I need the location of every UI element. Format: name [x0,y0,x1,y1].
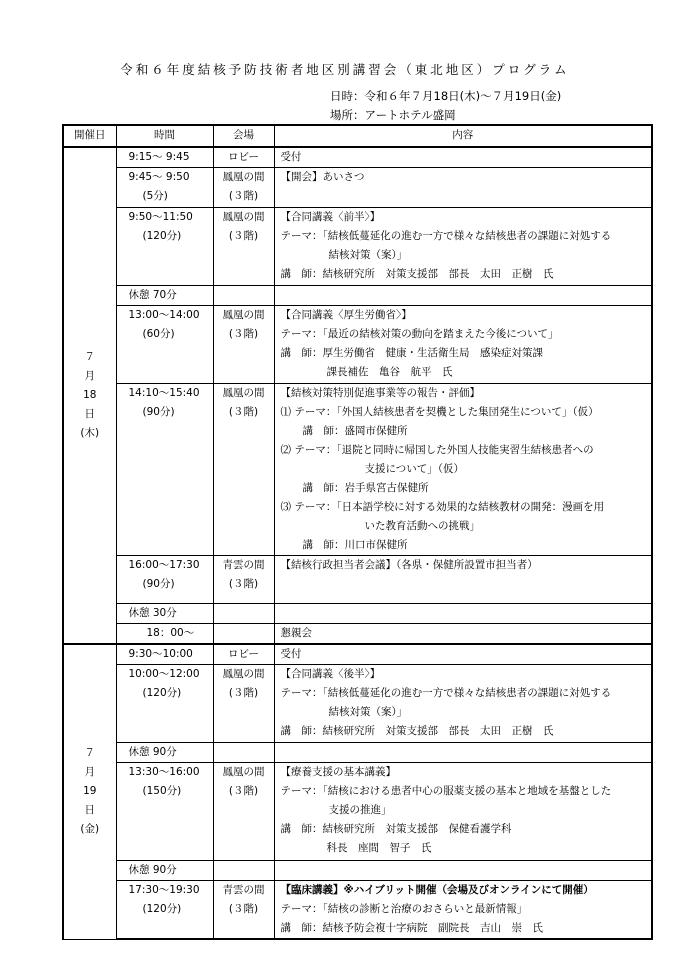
table-row [63,881,652,940]
page-title: 令和６年度結核予防技術者地区別講習会（東北地区）プログラム [120,62,570,77]
content-cell: 【合同講義〈厚生労働省〉】 テーマ：「最近の結核対策の動向を踏まえた今後について」 講 師：厚生労働省 健康・生活衛生局 感染症対策課 課長補佐 亀谷 航平 氏 [274,306,652,384]
header-date: 開催日 [63,125,116,147]
venue-cell: 鳳凰の間 (３階) [213,306,274,384]
table-row [63,861,652,881]
content-cell: 受付 [274,644,652,665]
header-venue: 会場 [213,125,274,147]
break-cell: 休憩 90分 [116,861,213,881]
venue-cell: 青雲の間 (３階) [213,881,274,940]
content-cell: 懇親会 [274,624,652,645]
time-cell: 9:45～ 9:50 (5分) [116,168,213,208]
break-cell: 休憩 90分 [116,743,213,763]
time-cell: 14:10～15:40 (90分) [116,384,213,556]
table-row [63,286,652,306]
content-cell: 【療養支援の基本講義】 テーマ：「結核における患者中心の服薬支援の基本と地域を基盤とした 支援の推進」 講 師：結核研究所 対策支援部 保健看護学科 科長 座間 智子 氏 [274,763,652,861]
content-cell: 【結核対策特別促進事業等の報告・評価】 ⑴ テーマ：「外国人結核患者を契機とした集団発生について」（仮） 講 師：盛岡市保健所 ⑵ テーマ：「退院と同時に帰国した外国人技能実習生結核患者への 支援について」（仮） 講 師：岩手県宮古保健所 ⑶ テーマ：「日本語学校に対する効果的な結核教材の開発：漫画を用 いた教育活動への挑戦」 講 師：川口市保健所 [274,384,652,556]
time-cell: 9:50～11:50 (120分) [116,208,213,286]
table-row [63,168,652,208]
date-line: 日時：令和６年７月18日(木)～７月19日(金) [330,89,562,103]
header-time: 時間 [116,125,213,147]
table-row [63,644,652,665]
table-row [63,743,652,763]
time-cell: 10:00～12:00 (120分) [116,665,213,743]
table-row [63,763,652,861]
venue-cell: 鳳凰の間 (３階) [213,763,274,861]
program-table [62,124,653,940]
content-cell: 【合同講義〈後半〉】 テーマ：「結核低蔓延化の進む一方で様々な結核患者の課題に対処する 結核対策（案）」 講 師：結核研究所 対策支援部 部長 太田 正樹 氏 [274,665,652,743]
content-cell: 受付 [274,147,652,168]
time-cell: 9:15～ 9:45 [116,147,213,168]
day-cell-1: ７ 月 18 日 (木) [63,147,116,644]
table-row [63,556,652,604]
content-cell: 【臨床講義】※ハイブリット開催（会場及びオンラインにて開催） テーマ：「結核の診断と治療のおさらいと最新情報」 講 師：結核予防会複十字病院 副院長 吉山 崇 氏 [274,881,652,940]
table-row [63,624,652,645]
venue-cell: 鳳凰の間 (３階) [213,168,274,208]
time-cell: 13:30～16:00 (150分) [116,763,213,861]
table-row [63,604,652,624]
table-row [63,665,652,743]
venue-cell: ロビー [213,644,274,665]
venue-cell: 青雲の間 (３階) [213,556,274,604]
table-row [63,147,652,168]
content-cell: 【結核行政担当者会議】（各県・保健所設置市担当者） [274,556,652,604]
table-row [63,384,652,556]
time-cell: 17:30～19:30 (120分) [116,881,213,940]
content-cell: 【合同講義〈前半〉】 テーマ：「結核低蔓延化の進む一方で様々な結核患者の課題に対処する 結核対策（案）」 講 師：結核研究所 対策支援部 部長 太田 正樹 氏 [274,208,652,286]
content-cell: 【開会】あいさつ [274,168,652,208]
time-cell: 18：00～ [116,624,213,645]
venue-cell: 鳳凰の間 (３階) [213,208,274,286]
venue-cell: 鳳凰の間 (３階) [213,665,274,743]
venue-cell: 鳳凰の間 (３階) [213,384,274,556]
break-cell: 休憩 70分 [116,286,213,306]
table-row [63,208,652,286]
header-content: 内容 [274,125,652,147]
time-cell: 16:00～17:30 (90分) [116,556,213,604]
time-cell: 9:30～10:00 [116,644,213,665]
time-cell: 13:00～14:00 (60分) [116,306,213,384]
header-row [63,125,652,147]
day-cell-2: ７ 月 19 日 (金) [63,644,116,939]
break-cell: 休憩 30分 [116,604,213,624]
venue-cell: ロビー [213,147,274,168]
table-row [63,306,652,384]
place-line: 場所：アートホテル盛岡 [330,108,456,122]
